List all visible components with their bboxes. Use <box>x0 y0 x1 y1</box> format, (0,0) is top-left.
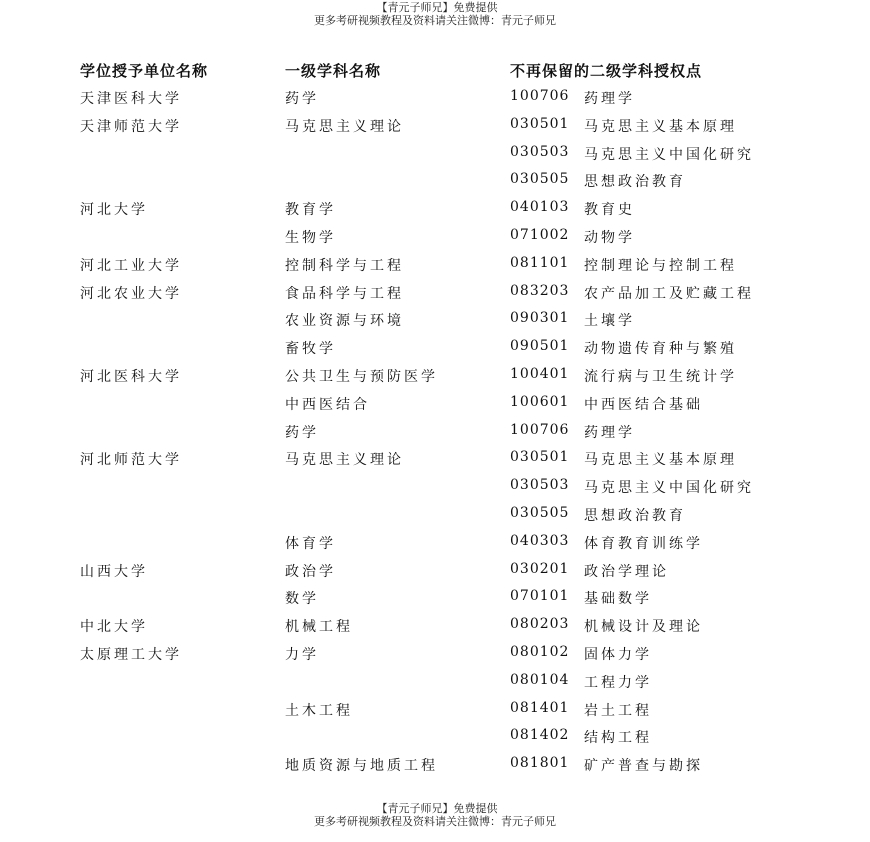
cell-discipline: 数学 <box>285 591 319 608</box>
table-row <box>0 672 870 694</box>
cell-code: 081101 <box>510 254 570 271</box>
cell-code: 100706 <box>510 421 570 438</box>
cell-university: 中北大学 <box>80 619 148 636</box>
cell-university: 河北工业大学 <box>80 257 182 274</box>
cell-code: 030503 <box>510 477 570 494</box>
cell-discipline: 体育学 <box>285 535 336 552</box>
table-row <box>0 199 870 221</box>
cell-code: 081402 <box>510 727 570 744</box>
cell-code: 100401 <box>510 366 570 382</box>
cell-name: 教育史 <box>584 202 635 219</box>
cell-code: 081801 <box>510 755 570 772</box>
cell-name: 思想政治教育 <box>584 174 686 191</box>
cell-discipline: 畜牧学 <box>285 341 336 358</box>
banner-line-2: 更多考研视频教程及资料请关注微博：青元子师兄 <box>314 815 556 828</box>
table-row <box>0 283 870 305</box>
banner-line-1: 【青元子师兄】免费提供 <box>376 802 498 815</box>
cell-code: 100601 <box>510 393 570 410</box>
cell-university: 天津医科大学 <box>80 91 182 107</box>
header-discipline: 一级学科名称 <box>285 62 382 80</box>
header-banner <box>0 1 870 27</box>
table-row <box>0 366 870 388</box>
table-row <box>0 144 870 166</box>
cell-name: 流行病与卫生统计学 <box>584 369 737 385</box>
cell-name: 药理学 <box>584 91 635 107</box>
table-row <box>0 700 870 722</box>
cell-code: 090501 <box>510 338 570 355</box>
table-row <box>0 171 870 193</box>
cell-name: 基础数学 <box>584 591 652 608</box>
table-row <box>0 616 870 638</box>
cell-name: 控制理论与控制工程 <box>584 257 737 274</box>
table-row <box>0 394 870 416</box>
cell-code: 070101 <box>510 588 570 605</box>
cell-name: 结构工程 <box>584 730 652 747</box>
table-row <box>0 727 870 749</box>
cell-university: 河北医科大学 <box>80 369 182 385</box>
cell-code: 030503 <box>510 143 570 160</box>
cell-code: 100706 <box>510 88 570 104</box>
cell-name: 药理学 <box>584 424 635 441</box>
cell-code: 080104 <box>510 671 570 688</box>
cell-discipline: 生物学 <box>285 230 336 246</box>
cell-code: 030505 <box>510 505 570 521</box>
table-row <box>0 338 870 360</box>
cell-university: 河北农业大学 <box>80 285 182 302</box>
cell-university: 太原理工大学 <box>80 647 182 663</box>
table-row <box>0 477 870 499</box>
cell-name: 工程力学 <box>584 674 652 691</box>
cell-discipline: 药学 <box>285 91 319 107</box>
cell-code: 080102 <box>510 644 570 660</box>
cell-code: 040303 <box>510 532 570 549</box>
cell-discipline: 机械工程 <box>285 619 353 636</box>
table-row <box>0 533 870 555</box>
cell-code: 090301 <box>510 310 570 327</box>
table-row <box>0 561 870 583</box>
cell-name: 马克思主义基本原理 <box>584 118 737 135</box>
table-row <box>0 588 870 610</box>
cell-name: 动物遗传育种与繁殖 <box>584 341 737 358</box>
cell-discipline: 控制科学与工程 <box>285 257 404 274</box>
cell-discipline: 土木工程 <box>285 702 353 719</box>
cell-discipline: 公共卫生与预防医学 <box>285 369 438 385</box>
cell-name: 土壤学 <box>584 313 635 330</box>
cell-discipline: 马克思主义理论 <box>285 118 404 135</box>
cell-discipline: 农业资源与环境 <box>285 313 404 330</box>
cell-discipline: 药学 <box>285 424 319 441</box>
table-row <box>0 116 870 138</box>
cell-university: 天津师范大学 <box>80 118 182 135</box>
cell-name: 机械设计及理论 <box>584 619 703 636</box>
cell-code: 030501 <box>510 115 570 132</box>
cell-name: 马克思主义中国化研究 <box>584 146 754 163</box>
table-row <box>0 255 870 277</box>
cell-discipline: 教育学 <box>285 202 336 219</box>
header-university: 学位授予单位名称 <box>80 62 209 80</box>
header-second-level: 不再保留的二级学科授权点 <box>510 62 703 80</box>
banner-line-1: 【青元子师兄】免费提供 <box>376 1 498 14</box>
cell-discipline: 政治学 <box>285 563 336 580</box>
cell-name: 岩土工程 <box>584 702 652 719</box>
cell-name: 马克思主义基本原理 <box>584 452 737 469</box>
table-row <box>0 88 870 110</box>
cell-discipline: 地质资源与地质工程 <box>285 758 438 775</box>
cell-name: 马克思主义中国化研究 <box>584 480 754 497</box>
cell-code: 071002 <box>510 227 570 243</box>
cell-code: 030501 <box>510 449 570 466</box>
cell-university: 山西大学 <box>80 563 148 580</box>
cell-name: 固体力学 <box>584 647 652 663</box>
cell-name: 矿产普查与勘探 <box>584 758 703 775</box>
cell-name: 政治学理论 <box>584 563 669 580</box>
cell-code: 081401 <box>510 699 570 716</box>
banner-line-2: 更多考研视频教程及资料请关注微博：青元子师兄 <box>314 14 556 27</box>
cell-name: 农产品加工及贮藏工程 <box>584 285 754 302</box>
cell-code: 030505 <box>510 171 570 188</box>
table-row <box>0 310 870 332</box>
table-row <box>0 227 870 249</box>
cell-name: 体育教育训练学 <box>584 535 703 552</box>
cell-discipline: 力学 <box>285 647 319 663</box>
cell-code: 040103 <box>510 199 570 216</box>
cell-university: 河北大学 <box>80 202 148 219</box>
table-row <box>0 505 870 527</box>
cell-code: 080203 <box>510 616 570 633</box>
cell-name: 思想政治教育 <box>584 508 686 524</box>
cell-name: 中西医结合基础 <box>584 396 703 413</box>
table-row <box>0 449 870 471</box>
cell-code: 083203 <box>510 282 570 299</box>
cell-name: 动物学 <box>584 230 635 246</box>
cell-discipline: 食品科学与工程 <box>285 285 404 302</box>
cell-university: 河北师范大学 <box>80 452 182 469</box>
table-row <box>0 755 870 777</box>
table-row <box>0 422 870 444</box>
table-row <box>0 644 870 666</box>
footer-banner <box>0 802 870 828</box>
cell-code: 030201 <box>510 560 570 577</box>
cell-discipline: 马克思主义理论 <box>285 452 404 469</box>
cell-discipline: 中西医结合 <box>285 396 370 413</box>
